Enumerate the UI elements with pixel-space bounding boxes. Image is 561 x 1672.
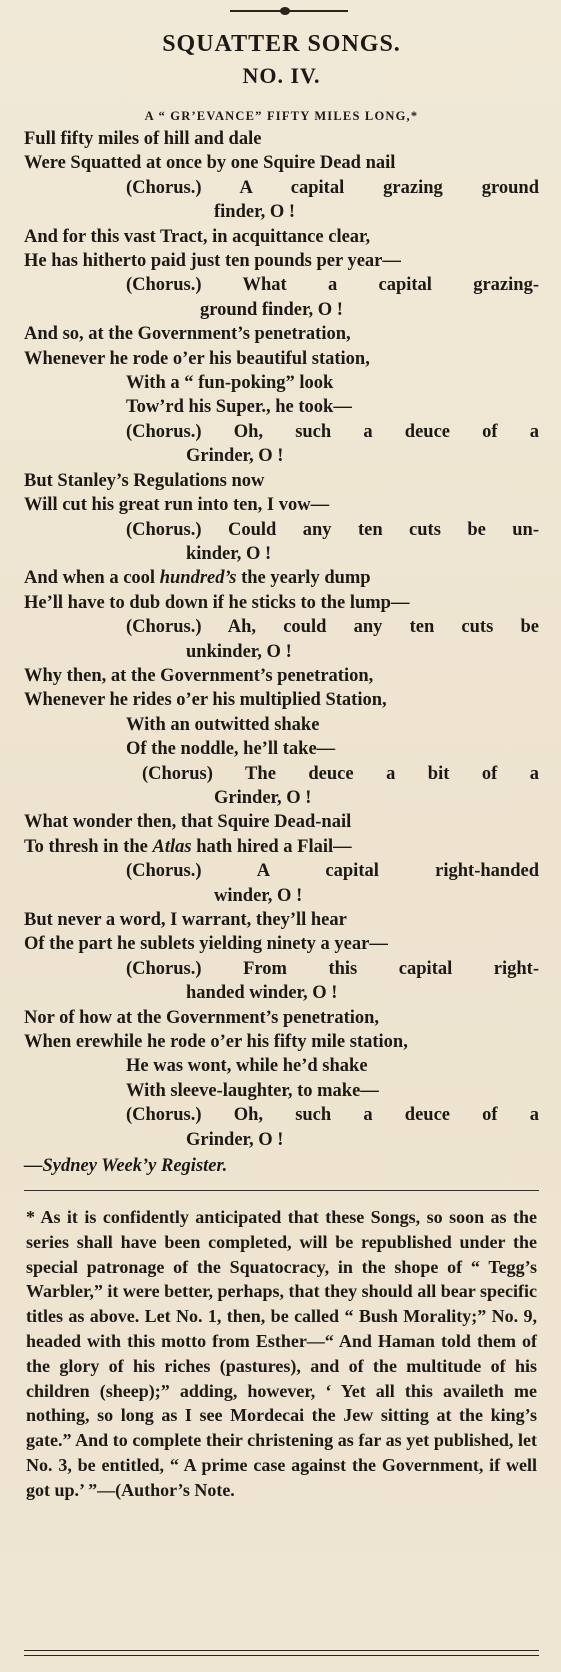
chorus-line: Grinder, O ! bbox=[186, 446, 284, 467]
poem-heading: A “ GR’EVANCE” FIFTY MILES LONG,* bbox=[144, 109, 419, 123]
poem-line: When erewhile he rode o’er his fifty mile station, bbox=[24, 1032, 408, 1053]
chorus-line: (Chorus.) Could any ten cuts be un- bbox=[126, 519, 539, 540]
poem-line: With a “ fun-poking” look bbox=[126, 373, 334, 394]
poem-text: And when a cool bbox=[24, 568, 156, 589]
poem-line: And so, at the Government’s penetration, bbox=[24, 324, 351, 345]
chorus-line: (Chorus.) From this capital right- bbox=[126, 958, 539, 979]
chorus-line: unkinder, O ! bbox=[186, 641, 292, 662]
poem-line: With an outwitted shake bbox=[126, 714, 320, 735]
italic-word: Atlas bbox=[152, 836, 192, 857]
chorus-line: (Chorus.) Oh, such a deuce of a bbox=[126, 421, 539, 442]
author-footnote: * As it is confidently anticipated that these Songs, so soon as the series shall have been completed, will be republished under the special patronage of the Squatocracy, in the shope of “ Tegg’s Warbler,” it were better, perhaps, that they should all bear specific titles as above. Let No. 1, then, be called “ Bush Morality;” No. 9, headed with this motto from Esther—“ And Haman told them of the glory of his riches (pastures), and of the multitude of his children (sheep);” adding, however, ‘ Yet all this availeth me nothing, so long as I see Mordecai the Jew sitting at the king’s gate.” And to complete their christening as far as yet published, let No. 3, be entitled, “ A prime case against the Government, if well got up.’ ”—(Author’s Note. bbox=[26, 1207, 537, 1500]
chorus-line: (Chorus.) Oh, such a deuce of a bbox=[126, 1105, 539, 1126]
poem-line: Whenever he rides o’er his multiplied Station, bbox=[24, 690, 387, 711]
poem-line: Full fifty miles of hill and dale bbox=[24, 129, 262, 149]
poem-text: the yearly dump bbox=[241, 568, 371, 589]
poem-line: But never a word, I warrant, they’ll hear bbox=[24, 910, 347, 930]
poem-line: Tow’rd his Super., he took— bbox=[126, 397, 352, 418]
poem-line: But Stanley’s Regulations now bbox=[24, 470, 265, 491]
poem-line: He has hitherto paid just ten pounds per year— bbox=[24, 251, 401, 272]
chorus-line: (Chorus.) A capital grazing ground bbox=[126, 177, 539, 198]
poem-line: Why then, at the Government’s penetration, bbox=[24, 665, 374, 686]
chorus-line: (Chorus) The deuce a bit of a bbox=[142, 763, 539, 784]
poem-line: Will cut his great run into ten, I vow— bbox=[24, 495, 330, 516]
poem-line bbox=[24, 835, 539, 859]
ornamental-rule bbox=[24, 0, 539, 22]
poem-text: hath hired a Flail— bbox=[196, 836, 352, 857]
poem-line: Whenever he rode o’er his beautiful station, bbox=[24, 348, 370, 369]
poem-line: Of the noddle, he’ll take— bbox=[126, 739, 336, 760]
article-subtitle: NO. IV. bbox=[242, 63, 321, 88]
poem-line: And for this vast Tract, in acquittance clear, bbox=[24, 226, 371, 247]
chorus-line: winder, O ! bbox=[214, 885, 303, 906]
chorus-line: (Chorus.) A capital right-handed bbox=[126, 861, 539, 882]
chorus-line: finder, O ! bbox=[214, 202, 296, 223]
poem-line: Nor of how at the Government’s penetration, bbox=[24, 1007, 380, 1028]
chorus-line: kinder, O ! bbox=[186, 543, 272, 564]
chorus-line: handed winder, O ! bbox=[186, 983, 338, 1004]
poem-line: With sleeve-laughter, to make— bbox=[126, 1080, 379, 1101]
poem-line: What wonder then, that Squire Dead-nail bbox=[24, 812, 352, 833]
bottom-double-rule bbox=[24, 1650, 539, 1656]
poem-line bbox=[24, 566, 539, 590]
chorus-line: Grinder, O ! bbox=[214, 787, 312, 808]
poem-line: He’ll have to dub down if he sticks to the lump— bbox=[24, 592, 410, 613]
poem-line: He was wont, while he’d shake bbox=[126, 1056, 368, 1077]
article-title: SQUATTER SONGS. bbox=[162, 31, 401, 57]
section-divider bbox=[24, 1190, 539, 1191]
italic-word: hundred’s bbox=[159, 568, 237, 589]
chorus-line: ground finder, O ! bbox=[200, 299, 343, 320]
poem-text: To thresh in the bbox=[24, 836, 148, 857]
source-attribution: —Sydney Week’y Register. bbox=[24, 1156, 228, 1177]
poem-line: Of the part he sublets yielding ninety a year— bbox=[24, 934, 388, 955]
poem-body bbox=[24, 127, 539, 1152]
chorus-line: (Chorus.) Ah, could any ten cuts be bbox=[126, 617, 539, 638]
chorus-line: Grinder, O ! bbox=[186, 1129, 284, 1150]
rule-ornament bbox=[280, 7, 290, 15]
chorus-line: (Chorus.) What a capital grazing- bbox=[126, 275, 539, 296]
poem-line: Were Squatted at once by one Squire Dead nail bbox=[24, 153, 396, 174]
